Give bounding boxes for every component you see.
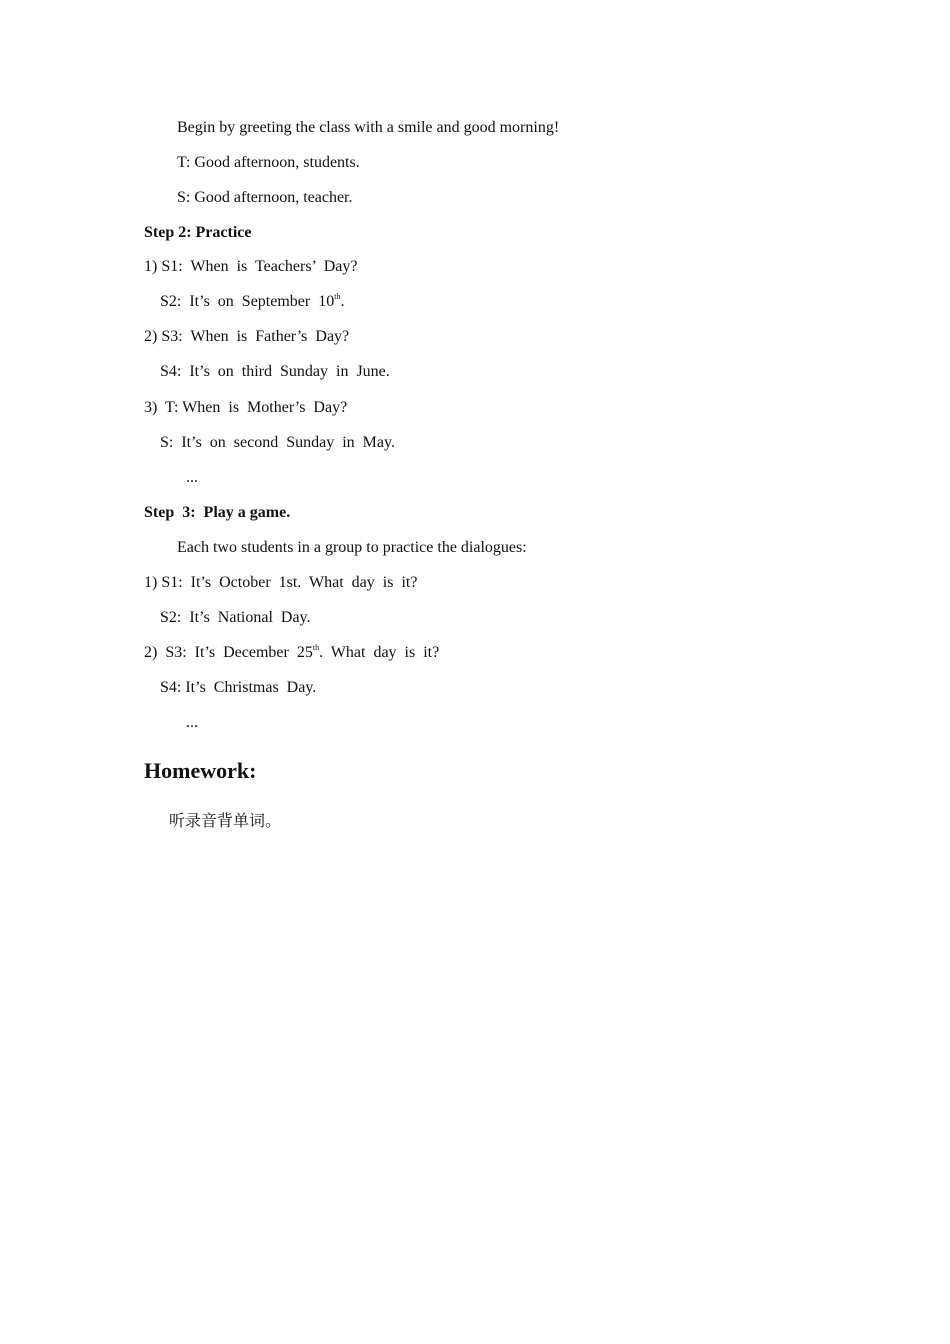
step2-heading: Step 2: Practice xyxy=(144,224,252,241)
step2-dialogue-line-4: S4: It’s on third Sunday in June. xyxy=(160,363,390,380)
step3-dialogue-line-4: S4: It’s Christmas Day. xyxy=(160,679,317,696)
step3-ellipsis: ... xyxy=(186,714,198,731)
step3-dialogue-line-3 xyxy=(144,643,439,663)
intro-greeting: Begin by greeting the class with a smile and good morning! xyxy=(177,119,560,136)
step2-dialogue-line-2 xyxy=(160,292,344,312)
step3-dialogue-line-1: 1) S1: It’s October 1st. What day is it? xyxy=(144,574,418,591)
step3-heading: Step 3: Play a game. xyxy=(144,504,291,521)
step2-ellipsis: ... xyxy=(186,469,198,486)
step2-dialogue-line-5: 3) T: When is Mother’s Day? xyxy=(144,399,348,416)
step2-line-2-ordinal: th xyxy=(334,291,341,301)
step2-line-2-text: S2: It’s on September 10 xyxy=(160,293,335,310)
intro-students-line: S: Good afternoon, teacher. xyxy=(177,189,353,206)
step3-dialogue-line-2: S2: It’s National Day. xyxy=(160,609,311,626)
step2-dialogue-line-3: 2) S3: When is Father’s Day? xyxy=(144,328,350,345)
step3-instruction: Each two students in a group to practice the dialogues: xyxy=(177,539,527,556)
step2-dialogue-line-6: S: It’s on second Sunday in May. xyxy=(160,434,395,451)
step3-line-3-ordinal: th xyxy=(312,642,320,652)
homework-heading: Homework: xyxy=(144,758,257,783)
step2-line-2-end: . xyxy=(340,293,345,310)
step2-dialogue-line-1: 1) S1: When is Teachers’ Day? xyxy=(144,258,358,275)
homework-task: 听录音背单词。 xyxy=(169,811,282,830)
intro-teacher-line: T: Good afternoon, students. xyxy=(177,154,360,171)
step3-line-3-end: . What day is it? xyxy=(319,644,440,661)
step3-line-3-text: 2) S3: It’s December 25 xyxy=(144,644,313,661)
